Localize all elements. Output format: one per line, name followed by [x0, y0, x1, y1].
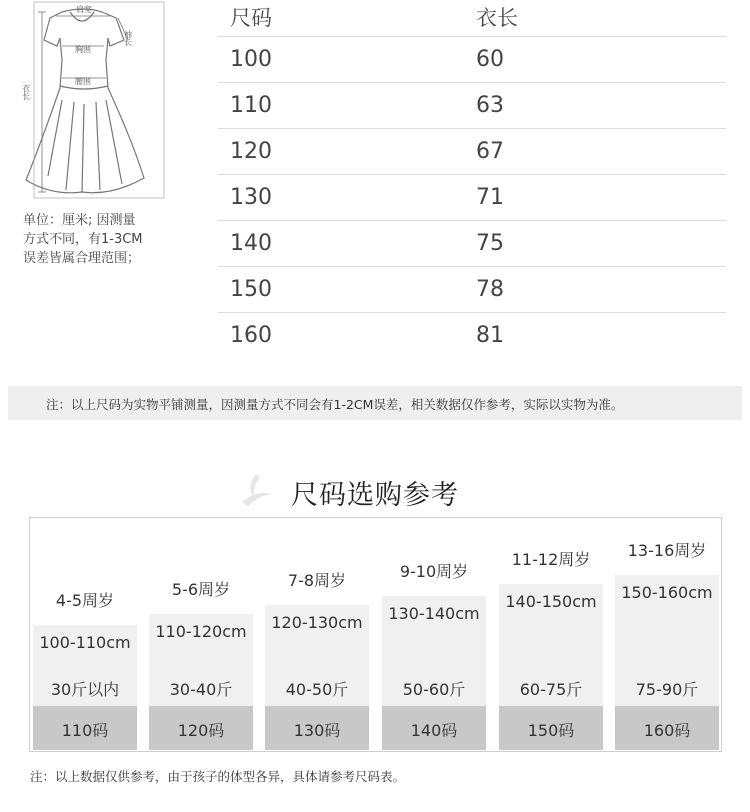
size-label: 160码 [643, 721, 691, 740]
length-cell: 78 [476, 277, 504, 302]
size-label: 130码 [293, 721, 341, 740]
height-range: 140-150cm [505, 592, 597, 611]
age-label: 7-8周岁 [287, 571, 347, 590]
weight-range: 30斤以内 [50, 680, 120, 699]
size-guide [29, 517, 722, 752]
size-bar [33, 706, 137, 750]
size-bar [382, 706, 486, 750]
footer-note: 注：以上数据仅供参考，由于孩子的体型各异，具体请参考尺码表。 [30, 769, 406, 784]
weight-range: 40-50斤 [285, 680, 349, 699]
height-box [499, 584, 603, 706]
guide-column [149, 518, 253, 751]
table-row [218, 313, 726, 358]
length-cell: 67 [476, 139, 504, 164]
table-row [218, 37, 726, 83]
size-bar [265, 706, 369, 750]
size-label: 110码 [61, 721, 109, 740]
size-cell: 120 [230, 139, 272, 164]
waist-label: 腰围 [75, 77, 91, 86]
note-bar [8, 386, 742, 420]
size-table-header [218, 0, 726, 37]
table-row [218, 221, 726, 267]
length-cell: 75 [476, 231, 504, 256]
guide-column [33, 518, 137, 751]
size-bar [499, 706, 603, 750]
table-row [218, 175, 726, 221]
height-box [265, 605, 369, 706]
dress-diagram [12, 0, 172, 200]
weight-range: 60-75斤 [519, 680, 583, 699]
age-label: 13-16周岁 [627, 541, 707, 560]
unit-note: 单位：厘米; 因测量 方式不同，有1-3CM 误差皆属合理范围； [23, 213, 143, 266]
height-box [149, 614, 253, 706]
guide-column [615, 518, 719, 751]
height-box [382, 596, 486, 706]
size-label: 150码 [527, 721, 575, 740]
size-table [218, 0, 726, 358]
guide-column [499, 518, 603, 751]
guide-title: 尺码选购参考 [291, 480, 459, 511]
size-cell: 130 [230, 185, 272, 210]
table-row [218, 129, 726, 175]
sleeve-label: 袖长 [123, 30, 133, 46]
height-box [615, 575, 719, 706]
size-cell: 100 [230, 47, 272, 72]
size-cell: 110 [230, 93, 272, 118]
age-label: 11-12周岁 [511, 550, 591, 569]
height-box [33, 625, 137, 706]
note-text: 注：以上尺码为实物平铺测量，因测量方式不同会有1-2CM误差，相关数据仅作参考，实际以实物为准。 [46, 397, 624, 412]
leaf-decoration-icon [238, 472, 286, 508]
chest-label: 胸围 [75, 45, 91, 54]
size-cell: 150 [230, 277, 272, 302]
shoulder-label: 肩宽 [76, 5, 92, 14]
age-label: 5-6周岁 [171, 580, 231, 599]
height-range: 150-160cm [621, 583, 713, 602]
age-label: 4-5周岁 [55, 591, 115, 610]
size-label: 120码 [177, 721, 225, 740]
length-cell: 71 [476, 185, 504, 210]
table-row [218, 267, 726, 313]
height-range: 120-130cm [271, 613, 363, 632]
height-range: 130-140cm [388, 604, 480, 623]
table-row [218, 83, 726, 129]
size-cell: 160 [230, 323, 272, 348]
guide-column [382, 518, 486, 751]
size-label: 140码 [410, 721, 458, 740]
header-size: 尺码 [230, 6, 272, 30]
length-cell: 60 [476, 47, 504, 72]
length-label: 衣长 [21, 84, 31, 100]
guide-column [265, 518, 369, 751]
weight-range: 75-90斤 [635, 680, 699, 699]
size-bar [615, 706, 719, 750]
weight-range: 50-60斤 [402, 680, 466, 699]
height-range: 100-110cm [39, 633, 131, 652]
length-cell: 63 [476, 93, 504, 118]
age-label: 9-10周岁 [399, 562, 469, 581]
length-cell: 81 [476, 323, 504, 348]
weight-range: 30-40斤 [169, 680, 233, 699]
size-bar [149, 706, 253, 750]
header-length: 衣长 [476, 6, 518, 30]
height-range: 110-120cm [155, 622, 247, 641]
size-cell: 140 [230, 231, 272, 256]
